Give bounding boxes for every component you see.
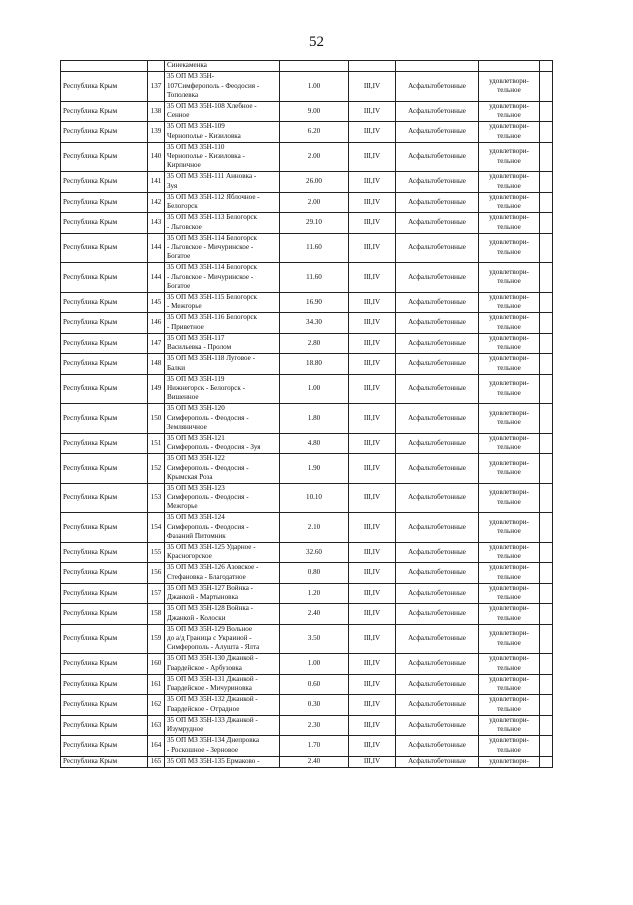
cell-category: III,IV — [349, 583, 396, 604]
cell-name: 35 ОП МЗ 35Н-125 Ударное - Красногорское — [165, 542, 280, 563]
cell-region: Республика Крым — [61, 624, 148, 654]
cell-category: III,IV — [349, 604, 396, 625]
cell-condition: удовлетвори- тельное — [479, 563, 540, 584]
cell-extra — [540, 122, 553, 143]
cell-condition: удовлетвори- тельное — [479, 101, 540, 122]
cell-region: Республика Крым — [61, 122, 148, 143]
cell-region: Республика Крым — [61, 263, 148, 293]
cell-name: 35 ОП МЗ 35Н-123 Симферополь - Феодосия - Межгорье — [165, 483, 280, 513]
cell-condition: удовлетвори- тельное — [479, 513, 540, 543]
cell-condition: удовлетвори- тельное — [479, 454, 540, 484]
cell-name: 35 ОП МЗ 35Н-134 Днепровка - Роскошное - Зерновое — [165, 736, 280, 757]
cell-region: Республика Крым — [61, 433, 148, 454]
table-row — [61, 433, 553, 454]
cell-region: Республика Крым — [61, 563, 148, 584]
cell-num: 147 — [148, 333, 165, 354]
table-row — [61, 213, 553, 234]
cell-category: III,IV — [349, 715, 396, 736]
table-row — [61, 172, 553, 193]
cell-region: Республика Крым — [61, 172, 148, 193]
cell-num: 155 — [148, 542, 165, 563]
cell-category: III,IV — [349, 695, 396, 716]
cell-region: Республика Крым — [61, 583, 148, 604]
cell-num: 156 — [148, 563, 165, 584]
cell-name: 35 ОП МЗ 35Н-117 Васильевка - Пролом — [165, 333, 280, 354]
cell-category: III,IV — [349, 624, 396, 654]
cell-length: 2.80 — [280, 333, 349, 354]
cell-name: 35 ОП МЗ 35Н-114 Белогорск - Льговское - Мичуринское - Богатое — [165, 263, 280, 293]
cell-category: III,IV — [349, 654, 396, 675]
cell-region — [61, 61, 148, 72]
cell-extra — [540, 695, 553, 716]
table-row — [61, 192, 553, 213]
cell-condition: удовлетвори- тельное — [479, 654, 540, 675]
cell-surface: Асфальтобетонные — [396, 192, 479, 213]
cell-name: 35 ОП МЗ 35Н-110 Чернополье - Кизиловка - Кирпичное — [165, 142, 280, 172]
cell-length: 2.00 — [280, 142, 349, 172]
cell-num: 137 — [148, 72, 165, 102]
cell-condition: удовлетвори- тельное — [479, 715, 540, 736]
cell-region: Республика Крым — [61, 513, 148, 543]
cell-region: Республика Крым — [61, 213, 148, 234]
cell-length: 2.00 — [280, 192, 349, 213]
cell-region: Республика Крым — [61, 101, 148, 122]
cell-region: Республика Крым — [61, 674, 148, 695]
cell-condition: удовлетвори- тельное — [479, 736, 540, 757]
cell-extra — [540, 172, 553, 193]
cell-condition: удовлетвори- тельное — [479, 192, 540, 213]
cell-surface: Асфальтобетонные — [396, 374, 479, 404]
cell-surface: Асфальтобетонные — [396, 213, 479, 234]
cell-condition: удовлетвори- тельное — [479, 72, 540, 102]
cell-condition: удовлетвори- тельное — [479, 433, 540, 454]
cell-condition — [479, 61, 540, 72]
cell-extra — [540, 333, 553, 354]
cell-extra — [540, 263, 553, 293]
cell-num: 145 — [148, 292, 165, 313]
cell-region: Республика Крым — [61, 404, 148, 434]
cell-condition: удовлетвори- тельное — [479, 695, 540, 716]
cell-name: 35 ОП МЗ 35Н-132 Джанкой - Гвардейское - Отрадное — [165, 695, 280, 716]
cell-condition: удовлетвори- тельное — [479, 583, 540, 604]
cell-name: Синекаменка — [165, 61, 280, 72]
table-row — [61, 542, 553, 563]
cell-surface: Асфальтобетонные — [396, 674, 479, 695]
cell-surface: Асфальтобетонные — [396, 736, 479, 757]
table-row — [61, 513, 553, 543]
cell-category: III,IV — [349, 433, 396, 454]
cell-surface: Асфальтобетонные — [396, 542, 479, 563]
cell-region: Республика Крым — [61, 695, 148, 716]
cell-condition: удовлетвори- тельное — [479, 292, 540, 313]
table-row — [61, 142, 553, 172]
cell-length: 4.80 — [280, 433, 349, 454]
cell-extra — [540, 354, 553, 375]
cell-surface: Асфальтобетонные — [396, 563, 479, 584]
cell-length: 2.40 — [280, 604, 349, 625]
cell-condition: удовлетвори- тельное — [479, 604, 540, 625]
cell-num: 164 — [148, 736, 165, 757]
cell-surface: Асфальтобетонные — [396, 404, 479, 434]
cell-extra — [540, 192, 553, 213]
cell-region: Республика Крым — [61, 483, 148, 513]
cell-num — [148, 61, 165, 72]
cell-num: 146 — [148, 313, 165, 334]
cell-extra — [540, 313, 553, 334]
cell-name: 35 ОП МЗ 35Н-108 Хлебное - Сенное — [165, 101, 280, 122]
cell-length: 1.00 — [280, 654, 349, 675]
cell-surface: Асфальтобетонные — [396, 122, 479, 143]
cell-num: 161 — [148, 674, 165, 695]
cell-region: Республика Крым — [61, 292, 148, 313]
cell-category: III,IV — [349, 172, 396, 193]
cell-name: 35 ОП МЗ 35Н-112 Яблочное - Белогорск — [165, 192, 280, 213]
cell-surface: Асфальтобетонные — [396, 756, 479, 767]
cell-condition: удовлетвори- тельное — [479, 542, 540, 563]
cell-condition: удовлетвори- тельное — [479, 374, 540, 404]
table-row — [61, 715, 553, 736]
cell-surface: Асфальтобетонные — [396, 583, 479, 604]
cell-name: 35 ОП МЗ 35Н-122 Симферополь - Феодосия - Крымская Роза — [165, 454, 280, 484]
cell-num: 143 — [148, 213, 165, 234]
cell-surface: Асфальтобетонные — [396, 233, 479, 263]
cell-category: III,IV — [349, 674, 396, 695]
cell-extra — [540, 233, 553, 263]
cell-length: 3.50 — [280, 624, 349, 654]
cell-region: Республика Крым — [61, 756, 148, 767]
cell-condition: удовлетвори- тельное — [479, 263, 540, 293]
cell-surface: Асфальтобетонные — [396, 142, 479, 172]
cell-name: 35 ОП МЗ 35Н-124 Симферополь - Феодосия - Фазаний Питомник — [165, 513, 280, 543]
table-row — [61, 233, 553, 263]
cell-name: 35 ОП МЗ 35Н-114 Белогорск - Льговское - Мичуринское - Богатое — [165, 233, 280, 263]
cell-condition: удовлетвори- тельное — [479, 213, 540, 234]
cell-num: 150 — [148, 404, 165, 434]
cell-category: III,IV — [349, 404, 396, 434]
table-row — [61, 483, 553, 513]
cell-condition: удовлетвори- тельное — [479, 142, 540, 172]
cell-name: 35 ОП МЗ 35Н-127 Войнка - Джанкой - Мартыновка — [165, 583, 280, 604]
cell-length: 0.80 — [280, 563, 349, 584]
cell-surface: Асфальтобетонные — [396, 172, 479, 193]
cell-length: 11.60 — [280, 233, 349, 263]
cell-surface: Асфальтобетонные — [396, 313, 479, 334]
table-row — [61, 313, 553, 334]
cell-extra — [540, 433, 553, 454]
cell-extra — [540, 654, 553, 675]
cell-surface: Асфальтобетонные — [396, 354, 479, 375]
cell-condition: удовлетвори- тельное — [479, 333, 540, 354]
table-row — [61, 736, 553, 757]
cell-name: 35 ОП МЗ 35Н-119 Нижнегорск - Белогорск - Вишенное — [165, 374, 280, 404]
cell-category: III,IV — [349, 233, 396, 263]
cell-num: 144 — [148, 263, 165, 293]
cell-extra — [540, 736, 553, 757]
cell-surface: Асфальтобетонные — [396, 695, 479, 716]
cell-name: 35 ОП МЗ 35Н-130 Джанкой - Гвардейское - Арбузовка — [165, 654, 280, 675]
cell-name: 35 ОП МЗ 35Н-129 Вольное до а/д Граница с Украиной - Симферополь - Алушта - Ялта — [165, 624, 280, 654]
cell-num: 151 — [148, 433, 165, 454]
cell-extra — [540, 213, 553, 234]
cell-region: Республика Крым — [61, 333, 148, 354]
table-row — [61, 354, 553, 375]
cell-category: III,IV — [349, 563, 396, 584]
cell-num: 140 — [148, 142, 165, 172]
cell-num: 141 — [148, 172, 165, 193]
table-row — [61, 72, 553, 102]
cell-name: 35 ОП МЗ 35Н-118 Луговое - Балки — [165, 354, 280, 375]
cell-length: 18.80 — [280, 354, 349, 375]
cell-category: III,IV — [349, 192, 396, 213]
cell-surface: Асфальтобетонные — [396, 101, 479, 122]
cell-category: III,IV — [349, 213, 396, 234]
cell-name: 35 ОП МЗ 35Н-126 Азовское - Стефановка - Благодатное — [165, 563, 280, 584]
table-row — [61, 333, 553, 354]
cell-condition: удовлетвори- тельное — [479, 483, 540, 513]
cell-num: 152 — [148, 454, 165, 484]
table-row — [61, 674, 553, 695]
cell-surface: Асфальтобетонные — [396, 433, 479, 454]
cell-extra — [540, 404, 553, 434]
cell-condition: удовлетвори- тельное — [479, 122, 540, 143]
cell-region: Республика Крым — [61, 72, 148, 102]
cell-surface: Асфальтобетонные — [396, 333, 479, 354]
cell-length: 34.30 — [280, 313, 349, 334]
cell-name: 35 ОП МЗ 35Н-111 Анновка - Зуя — [165, 172, 280, 193]
table-row — [61, 454, 553, 484]
table-row — [61, 695, 553, 716]
cell-region: Республика Крым — [61, 654, 148, 675]
cell-length: 1.20 — [280, 583, 349, 604]
cell-length: 29.10 — [280, 213, 349, 234]
cell-category: III,IV — [349, 374, 396, 404]
table-row — [61, 604, 553, 625]
cell-length — [280, 61, 349, 72]
cell-length: 16.90 — [280, 292, 349, 313]
cell-category: III,IV — [349, 263, 396, 293]
table-row — [61, 624, 553, 654]
cell-surface: Асфальтобетонные — [396, 604, 479, 625]
cell-num: 165 — [148, 756, 165, 767]
cell-name: 35 ОП МЗ 35Н-113 Белогорск - Льговское — [165, 213, 280, 234]
roads-table — [60, 60, 553, 768]
cell-extra — [540, 624, 553, 654]
cell-condition: удовлетвори- тельное — [479, 624, 540, 654]
cell-num: 158 — [148, 604, 165, 625]
cell-condition: удовлетвори- тельное — [479, 404, 540, 434]
cell-region: Республика Крым — [61, 233, 148, 263]
cell-num: 144 — [148, 233, 165, 263]
cell-category: III,IV — [349, 122, 396, 143]
cell-extra — [540, 101, 553, 122]
cell-name: 35 ОП МЗ 35Н-115 Белогорск - Межгорье — [165, 292, 280, 313]
cell-region: Республика Крым — [61, 542, 148, 563]
cell-num: 157 — [148, 583, 165, 604]
cell-length: 26.00 — [280, 172, 349, 193]
cell-name: 35 ОП МЗ 35Н-120 Симферополь - Феодосия - Земляничное — [165, 404, 280, 434]
cell-condition: удовлетвори- тельное — [479, 172, 540, 193]
cell-extra — [540, 583, 553, 604]
cell-condition: удовлетвори- тельное — [479, 674, 540, 695]
cell-length: 2.30 — [280, 715, 349, 736]
cell-length: 2.10 — [280, 513, 349, 543]
cell-extra — [540, 374, 553, 404]
cell-name: 35 ОП МЗ 35Н-135 Ермаково - — [165, 756, 280, 767]
cell-length: 1.00 — [280, 72, 349, 102]
cell-category: III,IV — [349, 354, 396, 375]
cell-condition: удовлетвори- — [479, 756, 540, 767]
cell-condition: удовлетвори- тельное — [479, 354, 540, 375]
cell-category: III,IV — [349, 313, 396, 334]
cell-length: 32.60 — [280, 542, 349, 563]
cell-num: 162 — [148, 695, 165, 716]
page-number: 52 — [309, 34, 324, 50]
table-row — [61, 292, 553, 313]
roads-table-body — [61, 61, 553, 768]
cell-region: Республика Крым — [61, 354, 148, 375]
cell-region: Республика Крым — [61, 715, 148, 736]
cell-length: 1.80 — [280, 404, 349, 434]
cell-category: III,IV — [349, 454, 396, 484]
cell-length: 1.00 — [280, 374, 349, 404]
cell-category: III,IV — [349, 736, 396, 757]
table-row — [61, 101, 553, 122]
cell-category: III,IV — [349, 513, 396, 543]
cell-category: III,IV — [349, 101, 396, 122]
cell-surface: Асфальтобетонные — [396, 513, 479, 543]
table-row — [61, 404, 553, 434]
cell-name: 35 ОП МЗ 35Н-128 Войнка - Джанкой - Колоски — [165, 604, 280, 625]
cell-extra — [540, 542, 553, 563]
cell-num: 159 — [148, 624, 165, 654]
cell-name: 35 ОП МЗ 35Н-109 Чернополье - Кизиловка — [165, 122, 280, 143]
cell-category: III,IV — [349, 292, 396, 313]
continuation-row — [61, 61, 553, 72]
cell-surface: Асфальтобетонные — [396, 292, 479, 313]
cell-extra — [540, 292, 553, 313]
table-row — [61, 563, 553, 584]
cell-length: 1.70 — [280, 736, 349, 757]
cell-extra — [540, 454, 553, 484]
cell-surface — [396, 61, 479, 72]
cell-num: 149 — [148, 374, 165, 404]
cell-surface: Асфальтобетонные — [396, 72, 479, 102]
table-row — [61, 583, 553, 604]
cell-region: Республика Крым — [61, 454, 148, 484]
cell-length: 1.90 — [280, 454, 349, 484]
cell-extra — [540, 61, 553, 72]
cell-category: III,IV — [349, 333, 396, 354]
cell-extra — [540, 72, 553, 102]
cell-length: 0.60 — [280, 674, 349, 695]
cell-name: 35 ОП МЗ 35Н-131 Джанкой - Гвардейское - Мичуриновка — [165, 674, 280, 695]
cell-extra — [540, 604, 553, 625]
cell-num: 138 — [148, 101, 165, 122]
cell-num: 160 — [148, 654, 165, 675]
cell-surface: Асфальтобетонные — [396, 715, 479, 736]
cell-region: Республика Крым — [61, 736, 148, 757]
cell-category — [349, 61, 396, 72]
cell-category: III,IV — [349, 483, 396, 513]
cell-name: 35 ОП МЗ 35Н- 107Симферополь - Феодосия - Тополевка — [165, 72, 280, 102]
cell-num: 142 — [148, 192, 165, 213]
cell-category: III,IV — [349, 542, 396, 563]
cell-length: 9.00 — [280, 101, 349, 122]
cell-length: 0.30 — [280, 695, 349, 716]
cell-name: 35 ОП МЗ 35Н-116 Белогорск - Приветное — [165, 313, 280, 334]
table-row — [61, 263, 553, 293]
cell-length: 6.20 — [280, 122, 349, 143]
cell-num: 154 — [148, 513, 165, 543]
cell-region: Республика Крым — [61, 604, 148, 625]
cell-length: 11.60 — [280, 263, 349, 293]
cell-region: Республика Крым — [61, 313, 148, 334]
cell-region: Республика Крым — [61, 142, 148, 172]
cell-surface: Асфальтобетонные — [396, 263, 479, 293]
cell-extra — [540, 715, 553, 736]
table-row — [61, 756, 553, 767]
cell-name: 35 ОП МЗ 35Н-133 Джанкой - Изумрудное — [165, 715, 280, 736]
cell-extra — [540, 756, 553, 767]
cell-condition: удовлетвори- тельное — [479, 313, 540, 334]
cell-extra — [540, 142, 553, 172]
cell-category: III,IV — [349, 756, 396, 767]
cell-name: 35 ОП МЗ 35Н-121 Симферополь - Феодосия - Зуя — [165, 433, 280, 454]
cell-category: III,IV — [349, 142, 396, 172]
cell-surface: Асфальтобетонные — [396, 624, 479, 654]
cell-extra — [540, 674, 553, 695]
cell-category: III,IV — [349, 72, 396, 102]
cell-length: 2.40 — [280, 756, 349, 767]
table-row — [61, 122, 553, 143]
cell-surface: Асфальтобетонные — [396, 654, 479, 675]
cell-num: 163 — [148, 715, 165, 736]
table-row — [61, 374, 553, 404]
cell-surface: Асфальтобетонные — [396, 483, 479, 513]
cell-extra — [540, 513, 553, 543]
cell-num: 139 — [148, 122, 165, 143]
cell-surface: Асфальтобетонные — [396, 454, 479, 484]
cell-condition: удовлетвори- тельное — [479, 233, 540, 263]
cell-num: 148 — [148, 354, 165, 375]
cell-region: Республика Крым — [61, 374, 148, 404]
table-row — [61, 654, 553, 675]
cell-extra — [540, 563, 553, 584]
cell-length: 10.10 — [280, 483, 349, 513]
cell-region: Республика Крым — [61, 192, 148, 213]
cell-num: 153 — [148, 483, 165, 513]
cell-extra — [540, 483, 553, 513]
